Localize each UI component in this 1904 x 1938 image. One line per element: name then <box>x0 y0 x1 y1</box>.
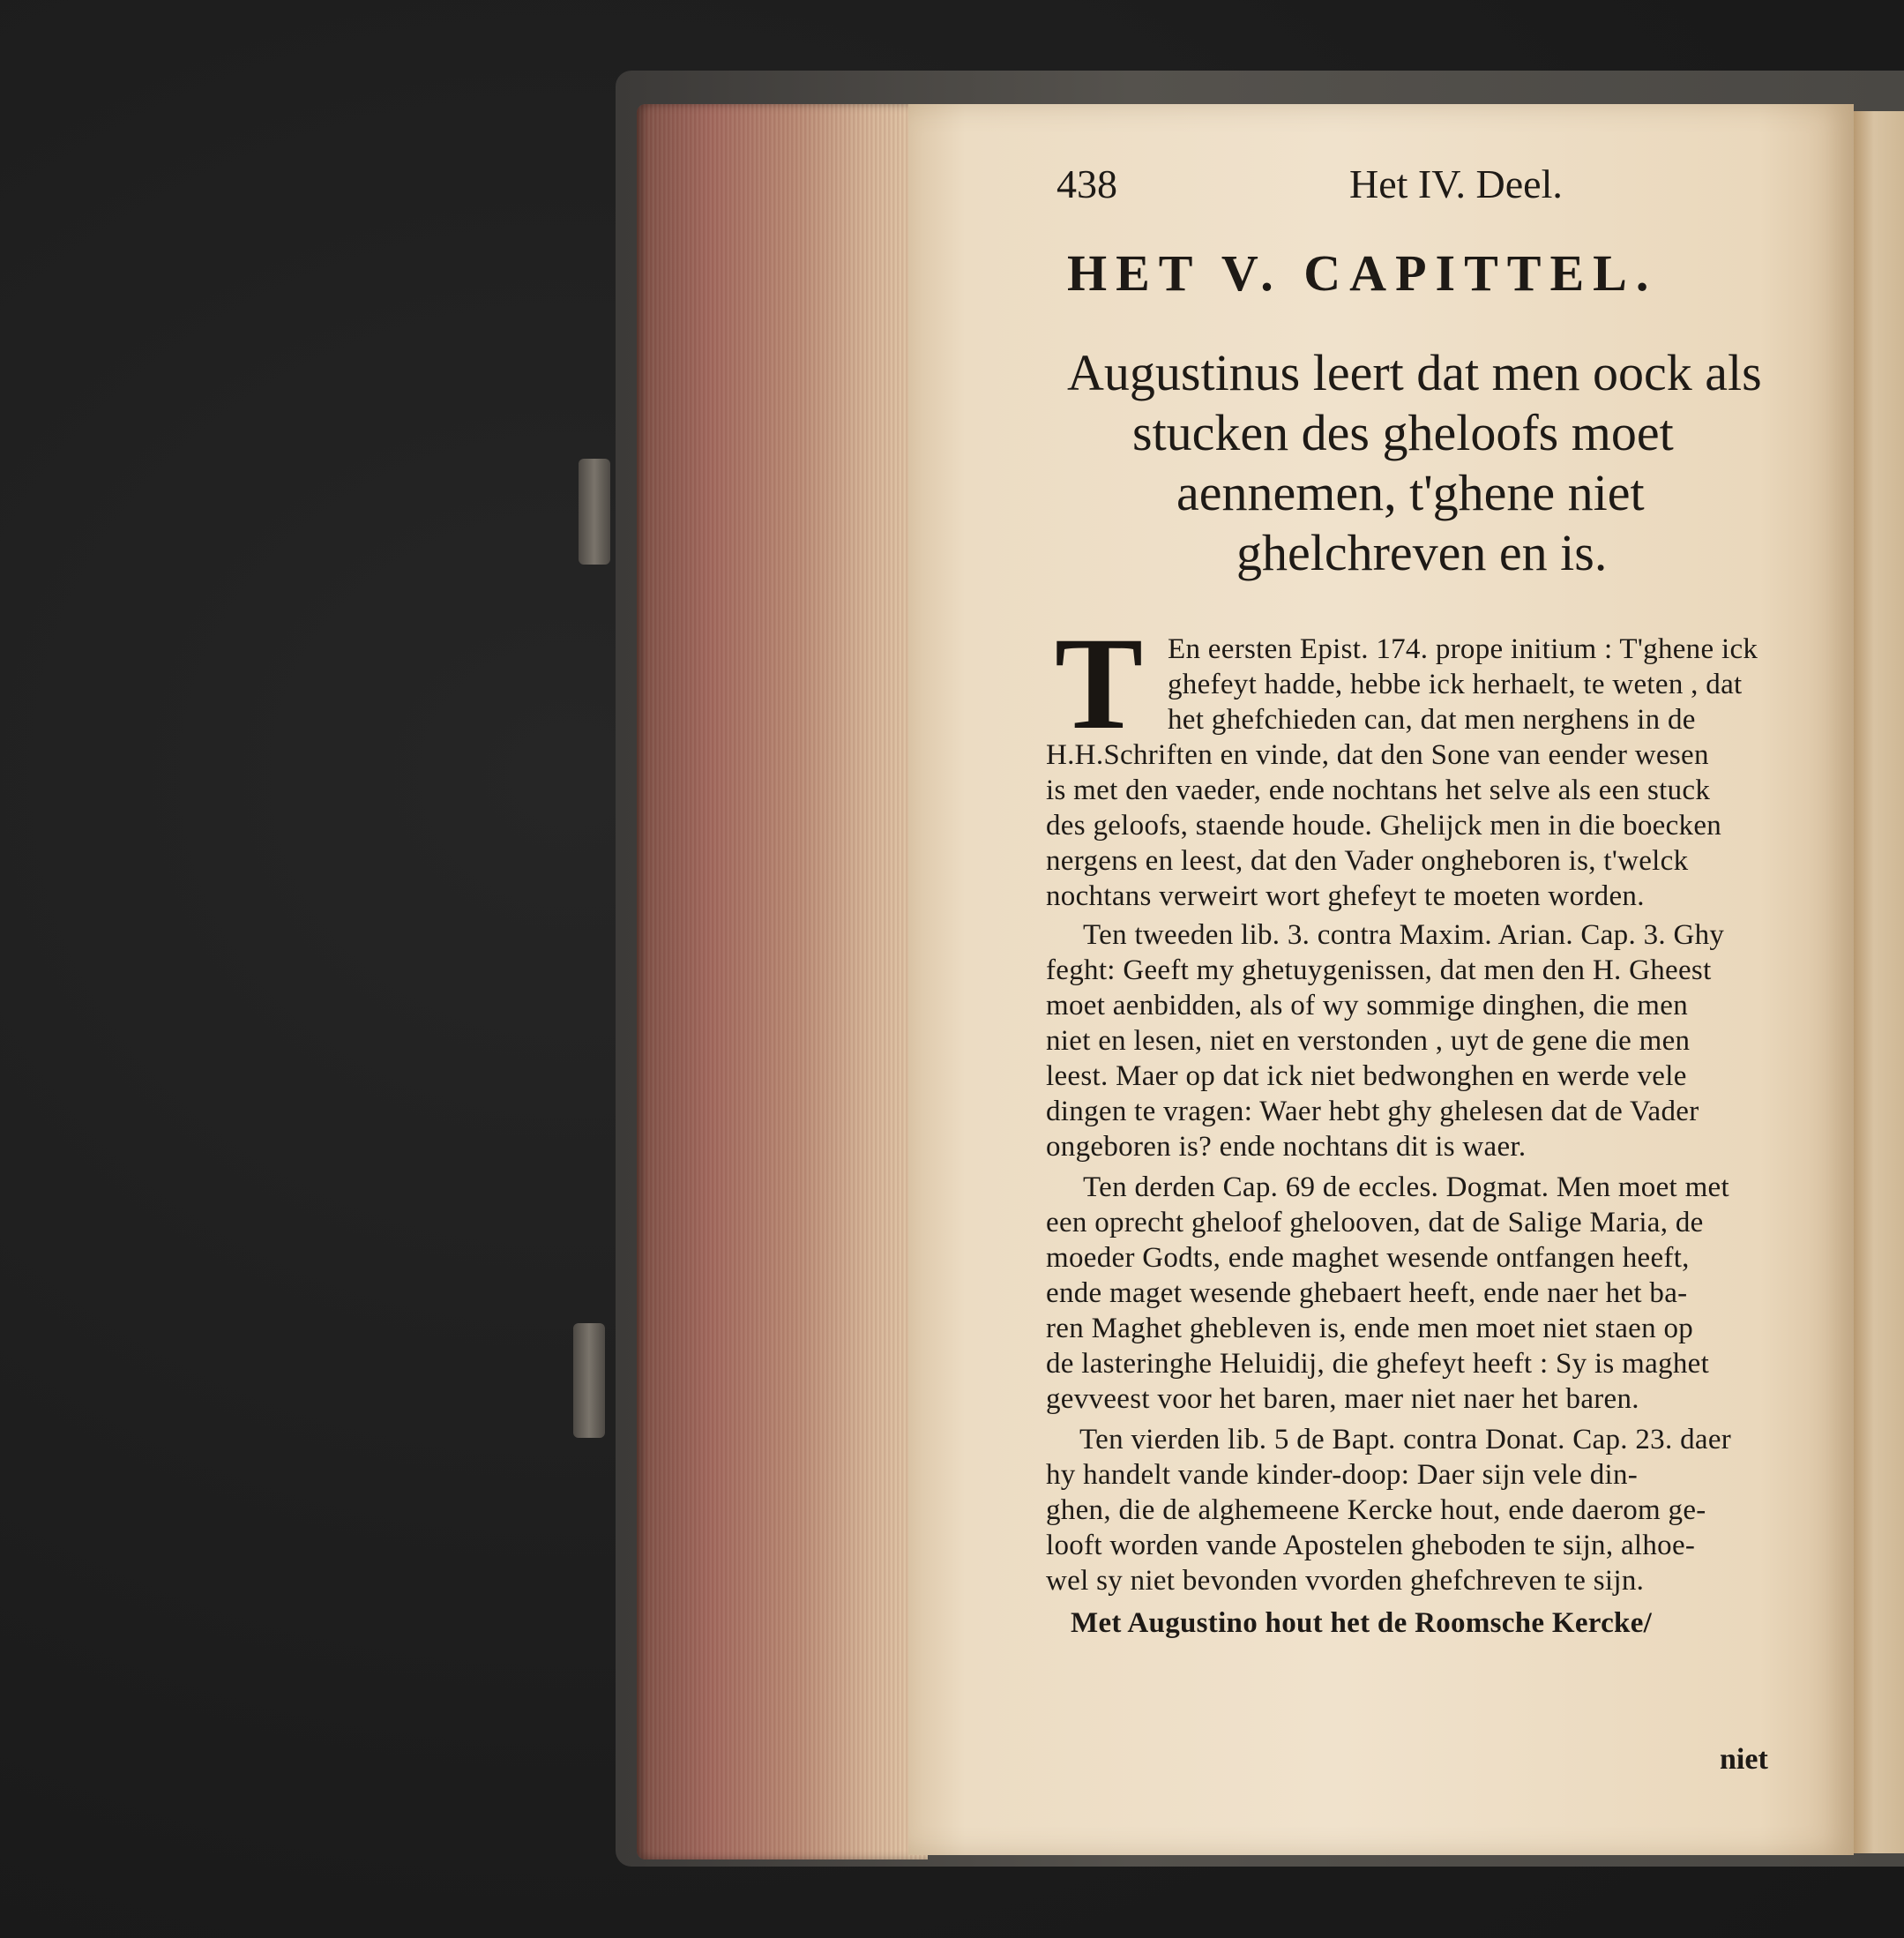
body-line: ren Maghet ghebleven is, ende men moet niet staen op <box>1046 1313 1694 1344</box>
body-line: moet aenbidden, als of wy sommige dinghen, die men <box>1046 990 1689 1021</box>
body-line: nochtans verweirt wort ghefeyt te moeten worden. <box>1046 880 1645 912</box>
body-line: de lasteringhe Heluidij, die ghefeyt heeft : Sy is maghet <box>1046 1348 1710 1380</box>
clasp-lower <box>573 1323 605 1438</box>
body-line: H.H.Schriften en vinde, dat den Sone van eender wesen <box>1046 739 1709 771</box>
closing-line: Met Augustino hout het de Roomsche Kercke/ <box>1071 1607 1653 1639</box>
clasp-upper <box>579 459 610 565</box>
body-line: Ten vierden lib. 5 de Bapt. contra Donat. Cap. 23. daer <box>1079 1424 1732 1455</box>
body-line: feght: Geeft my ghetuygenissen, dat men den H. Gheest <box>1046 954 1712 986</box>
body-line: het ghefchieden can, dat men nerghens in de <box>1168 704 1696 736</box>
chapter-heading: HET V. CAPITTEL. <box>1067 244 1658 302</box>
running-title: Het IV. Deel. <box>1349 161 1563 206</box>
body-line: niet en lesen, niet en verstonden , uyt de gene die men <box>1046 1025 1691 1057</box>
body-line: En eersten Epist. 174. prope initium : T'ghene ick <box>1168 633 1758 665</box>
body-line: ongeboren is? ende nochtans dit is waer. <box>1046 1131 1527 1163</box>
catchword: niet <box>1720 1743 1768 1776</box>
chapter-title-line: stucken des gheloofs moet <box>1132 404 1674 461</box>
body-line: looft worden vande Apostelen gheboden te sijn, alhoe- <box>1046 1530 1696 1561</box>
body-line: dingen te vragen: Waer hebt ghy ghelesen dat de Vader <box>1046 1096 1699 1127</box>
body-line: ende maget wesende ghebaert heeft, ende naer het ba- <box>1046 1277 1688 1309</box>
chapter-title-line: aennemen, t'ghene niet <box>1176 464 1645 521</box>
body-line: ghen, die de alghemeene Kercke hout, ende daerom ge- <box>1046 1494 1706 1526</box>
body-line: ghefeyt hadde, hebbe ick herhaelt, te weten , dat <box>1168 669 1743 700</box>
drop-capital: T <box>1055 610 1144 757</box>
body-line: hy handelt vande kinder-doop: Daer sijn vele din- <box>1046 1459 1639 1491</box>
body-line: des geloofs, staende houde. Ghelijck men in die boecken <box>1046 810 1722 842</box>
body-line: wel sy niet bevonden vvorden ghefchreven te sijn. <box>1046 1565 1645 1597</box>
body-line: gevveest voor het baren, maer niet naer het baren. <box>1046 1383 1639 1415</box>
facing-page-edge <box>1854 111 1904 1853</box>
body-line: Ten tweeden lib. 3. contra Maxim. Arian. Cap. 3. Ghy <box>1083 919 1725 951</box>
body-line: nergens en leest, dat den Vader ongheboren is, t'welck <box>1046 845 1689 877</box>
page-stack-edges <box>637 104 928 1859</box>
body-line: Ten derden Cap. 69 de eccles. Dogmat. Men moet met <box>1083 1171 1729 1203</box>
body-line: moeder Godts, ende maghet wesende ontfangen heeft, <box>1046 1242 1690 1274</box>
body-line: een oprecht gheloof ghelooven, dat de Salige Maria, de <box>1046 1207 1704 1238</box>
body-line: is met den vaeder, ende nochtans het selve als een stuck <box>1046 774 1711 806</box>
chapter-title-line: Augustinus leert dat men oock als <box>1067 344 1762 401</box>
chapter-title-line: ghelchreven en is. <box>1236 524 1608 581</box>
page-number: 438 <box>1057 161 1117 206</box>
body-line: leest. Maer op dat ick niet bedwonghen en werde vele <box>1046 1060 1687 1092</box>
